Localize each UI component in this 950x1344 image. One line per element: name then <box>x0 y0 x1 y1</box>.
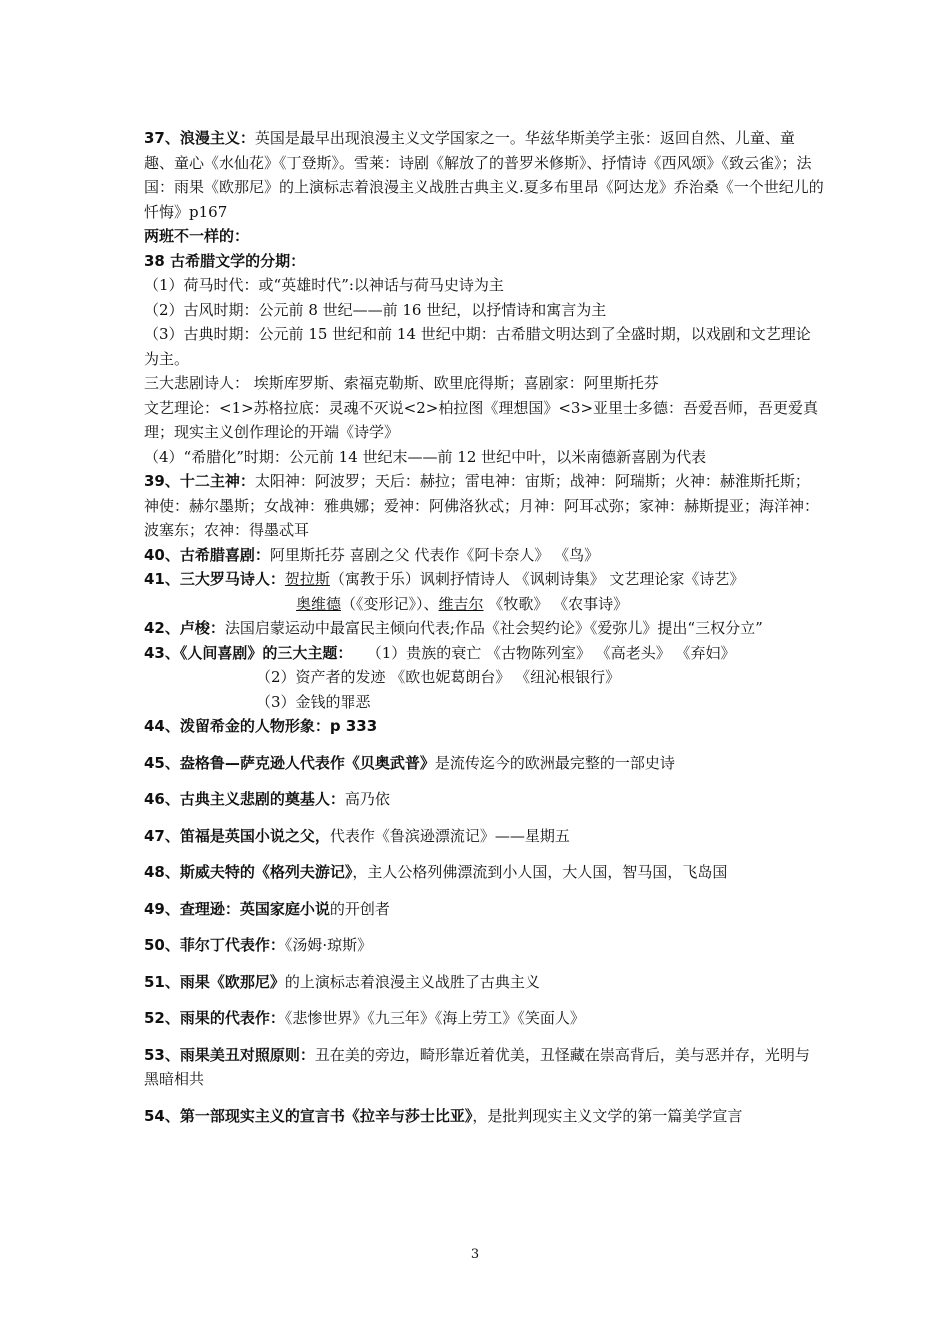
item-38-heading: 38 古希腊文学的分期： <box>144 251 306 270</box>
item-45-text: 是流传迄今的欧洲最完整的一部史诗 <box>434 753 675 772</box>
item-47-heading: 47、笛福是英国小说之父， <box>144 826 330 845</box>
item-48 <box>144 860 824 885</box>
item-54-heading: 54、第一部现实主义的宣言书《拉辛与莎士比亚》 <box>144 1106 473 1125</box>
item-45 <box>144 751 824 776</box>
item-37-text: 英国是最早出现浪漫主义文学国家之一。华兹华斯美学主张：返回自然、儿童、童趣、童心《水仙花》《丁登斯》。雪莱：诗剧《解放了的普罗米修斯》、抒情诗《西风颂》《致云雀》；法国：雨果《欧那尼》的上演标志着浪漫主义战胜古典主义.夏多布里昂《阿达龙》乔治桑《一个世纪儿的忏悔》p167 <box>144 129 824 221</box>
item-49 <box>144 897 824 922</box>
item-48-heading: 48、斯威夫特的《格列夫游记》 <box>144 863 353 881</box>
poet-virgil: 维吉尔 <box>438 594 484 613</box>
item-40 <box>144 543 824 568</box>
item-46 <box>144 787 824 812</box>
item-45-heading: 45、盎格鲁—萨克逊人代表作《贝奥武普》 <box>144 753 435 772</box>
item-43-theme: （1）贵族的衰亡 《古物陈列室》 《高老头》 《弃妇》 <box>366 643 736 662</box>
item-41-text: （《变形记》）、 <box>341 594 439 613</box>
item-52 <box>144 1006 824 1031</box>
item-38-line: 三大悲剧诗人： 埃斯库罗斯、索福克勒斯、欧里庇得斯；喜剧家：阿里斯托芬 <box>144 374 659 392</box>
item-52-heading: 52、雨果的代表作： <box>144 1009 285 1027</box>
item-38-line: （1）荷马时代：或“英雄时代”:以神话与荷马史诗为主 <box>144 276 504 294</box>
item-41-text: 《牧歌》 《农事诗》 <box>483 594 629 613</box>
page-content <box>144 126 824 1128</box>
item-39-text: 太阳神：阿波罗；天后：赫拉；雷电神：宙斯；战神：阿瑞斯；火神：赫淮斯托斯；神使：赫尔墨斯；女战神：雅典娜；爱神：阿佛洛狄忒；月神：阿耳忒弥；家神：赫斯提亚；海洋神：波塞东；农神：得墨忒耳 <box>144 472 820 539</box>
item-48-text: ，主人公格列佛漂流到小人国，大人国，智马国，飞岛国 <box>352 863 728 881</box>
item-47-text: 代表作《鲁滨逊漂流记》——星期五 <box>329 826 570 845</box>
item-38-line: （2）古风时期：公元前 8 世纪——前 16 世纪，以抒情诗和寓言为主 <box>144 300 607 319</box>
item-38-line: （3）古典时期：公元前 15 世纪和前 14 世纪中期：古希腊文明达到了全盛时期，以戏剧和文艺理论为主。 <box>144 325 811 368</box>
item-41 <box>144 567 824 592</box>
item-53-text: 丑在美的旁边，畸形靠近着优美，丑怪藏在崇高背后，美与恶并存，光明与黑暗相共 <box>144 1045 810 1088</box>
item-42 <box>144 616 824 641</box>
item-39-heading: 39、十二主神： <box>144 472 255 490</box>
item-43-theme: （3）金钱的罪恶 <box>256 692 371 711</box>
item-41-heading: 41、三大罗马诗人： <box>144 570 285 588</box>
item-49-heading: 49、查理逊：英国家庭小说 <box>144 899 330 918</box>
item-43-theme: （2）资产者的发迹 《欧也妮葛朗台》 《纽沁根银行》 <box>256 668 621 686</box>
poet-horace: 贺拉斯 <box>284 570 330 588</box>
page-number: 3 <box>470 1247 480 1262</box>
item-54 <box>144 1104 824 1129</box>
item-54-text: ，是批判现实主义文学的第一篇美学宣言 <box>472 1106 743 1125</box>
item-49-text: 的开创者 <box>329 899 390 918</box>
item-50 <box>144 933 824 958</box>
item-41-text: （寓教于乐）讽刺抒情诗人 《讽刺诗集》 文艺理论家《诗艺》 <box>329 570 745 588</box>
item-40-text: 阿里斯托芬 喜剧之父 代表作《阿卡奈人》 《鸟》 <box>269 545 600 564</box>
item-46-text: 高乃依 <box>344 790 390 808</box>
item-51-heading: 51、雨果《欧那尼》 <box>144 972 285 991</box>
item-51 <box>144 970 824 995</box>
item-50-heading: 50、菲尔丁代表作： <box>144 936 285 954</box>
item-40-heading: 40、古希腊喜剧： <box>144 545 270 564</box>
item-43 <box>144 641 824 666</box>
item-51-text: 的上演标志着浪漫主义战胜了古典主义 <box>284 972 540 991</box>
item-43-heading: 43、《人间喜剧》的三大主题： <box>144 643 353 662</box>
section-heading-differences: 两班不一样的： <box>144 227 250 245</box>
item-53-heading: 53、雨果美丑对照原则： <box>144 1045 315 1064</box>
poet-ovid: 奥维德 <box>296 594 342 613</box>
item-47 <box>144 824 824 849</box>
item-52-text: 《悲惨世界》《九三年》《海上劳工》《笑面人》 <box>284 1009 585 1027</box>
item-38-line: （4）“希腊化”时期：公元前 14 世纪末——前 12 世纪中叶，以米南德新喜剧为代表 <box>144 447 707 466</box>
item-39 <box>144 469 824 543</box>
item-38-line: 文艺理论：<1>苏格拉底：灵魂不灭说<2>柏拉图《理想国》<3>亚里士多德：吾爱吾师，吾更爱真理；现实主义创作理论的开端《诗学》 <box>144 398 819 441</box>
item-37 <box>144 126 824 224</box>
item-53 <box>144 1043 824 1092</box>
item-41-line2 <box>144 592 824 617</box>
item-37-heading: 37、浪漫主义： <box>144 129 255 147</box>
item-42-heading: 42、卢梭： <box>144 619 225 637</box>
item-44-heading: 44、泼留希金的人物形象：p 333 <box>144 717 378 735</box>
item-46-heading: 46、古典主义悲剧的奠基人： <box>144 790 345 808</box>
item-50-text: 《汤姆·琼斯》 <box>284 936 373 954</box>
item-42-text: 法国启蒙运动中最富民主倾向代表;作品《社会契约论》《爱弥儿》提出“三权分立” <box>224 619 763 637</box>
